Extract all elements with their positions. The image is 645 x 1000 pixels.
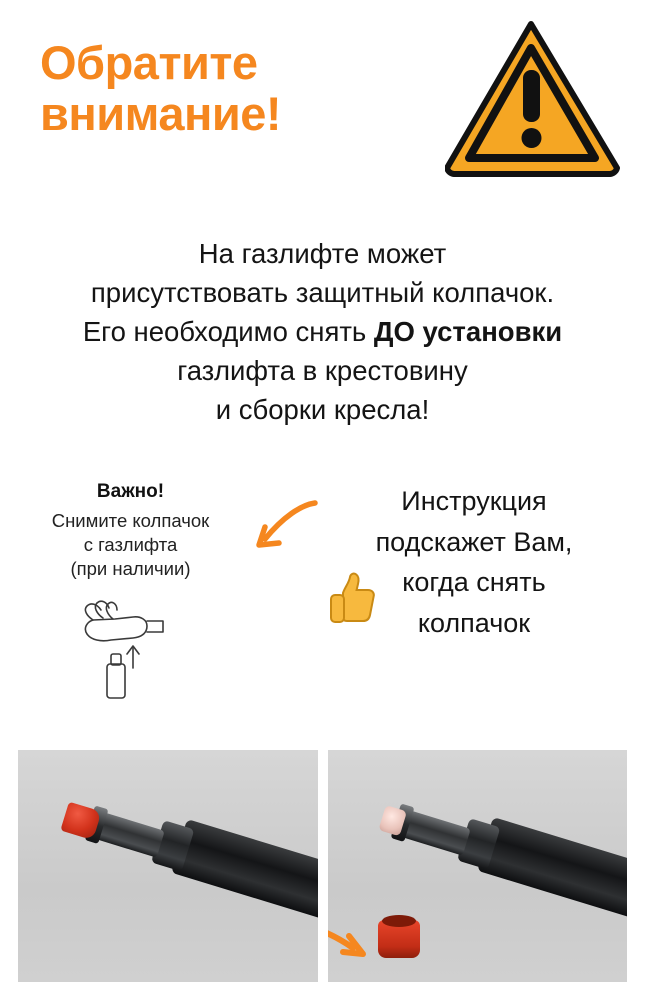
lead-line-5: и сборки кресла! (215, 394, 430, 426)
lead-paragraph (0, 212, 645, 429)
page-title-line-1: Обратите (40, 36, 258, 89)
removed-red-cap (378, 920, 420, 958)
note-block (18, 475, 243, 709)
page-title-line-2: внимание! (40, 86, 282, 140)
note-line-3: (при наличии) (70, 557, 191, 579)
curved-arrow-left-icon (243, 493, 321, 563)
lead-line-3 (14, 312, 631, 351)
curved-arrow-right-icon (328, 908, 373, 968)
instruction-line-2: подскажет Вам, (375, 526, 573, 557)
header (0, 0, 645, 212)
instruction-text-block (321, 475, 627, 643)
warning-triangle-exclamation-icon (445, 18, 623, 178)
arrow-to-instruction (243, 475, 321, 568)
instruction-line-1: Инструкция (401, 486, 547, 517)
note-title: Важно! (96, 481, 165, 503)
gas-lift-cap-removed-photo (328, 750, 628, 982)
instruction-line-3: когда снять (402, 567, 546, 598)
lead-line-1: На газлифте может (198, 238, 447, 269)
note-line-2: с газлифта (83, 533, 178, 555)
lead-line-2: присутствовать защитный колпачок. (90, 277, 555, 309)
gas-lift-with-red-cap-photo (18, 750, 318, 982)
lead-line-3-strong: ДО установки (373, 316, 563, 348)
lead-line-4: газлифта в крестовину (177, 355, 468, 387)
thumbs-up-emoji (327, 571, 379, 627)
note-line-1: Снимите колпачок (51, 510, 210, 532)
page-title (18, 30, 460, 140)
middle-section (0, 429, 645, 729)
instruction-line-4: колпачок (417, 607, 531, 638)
photo-comparison (18, 750, 627, 982)
lead-line-3-prefix: Его необходимо снять (82, 316, 374, 348)
hand-removing-cap-illustration (71, 594, 191, 704)
